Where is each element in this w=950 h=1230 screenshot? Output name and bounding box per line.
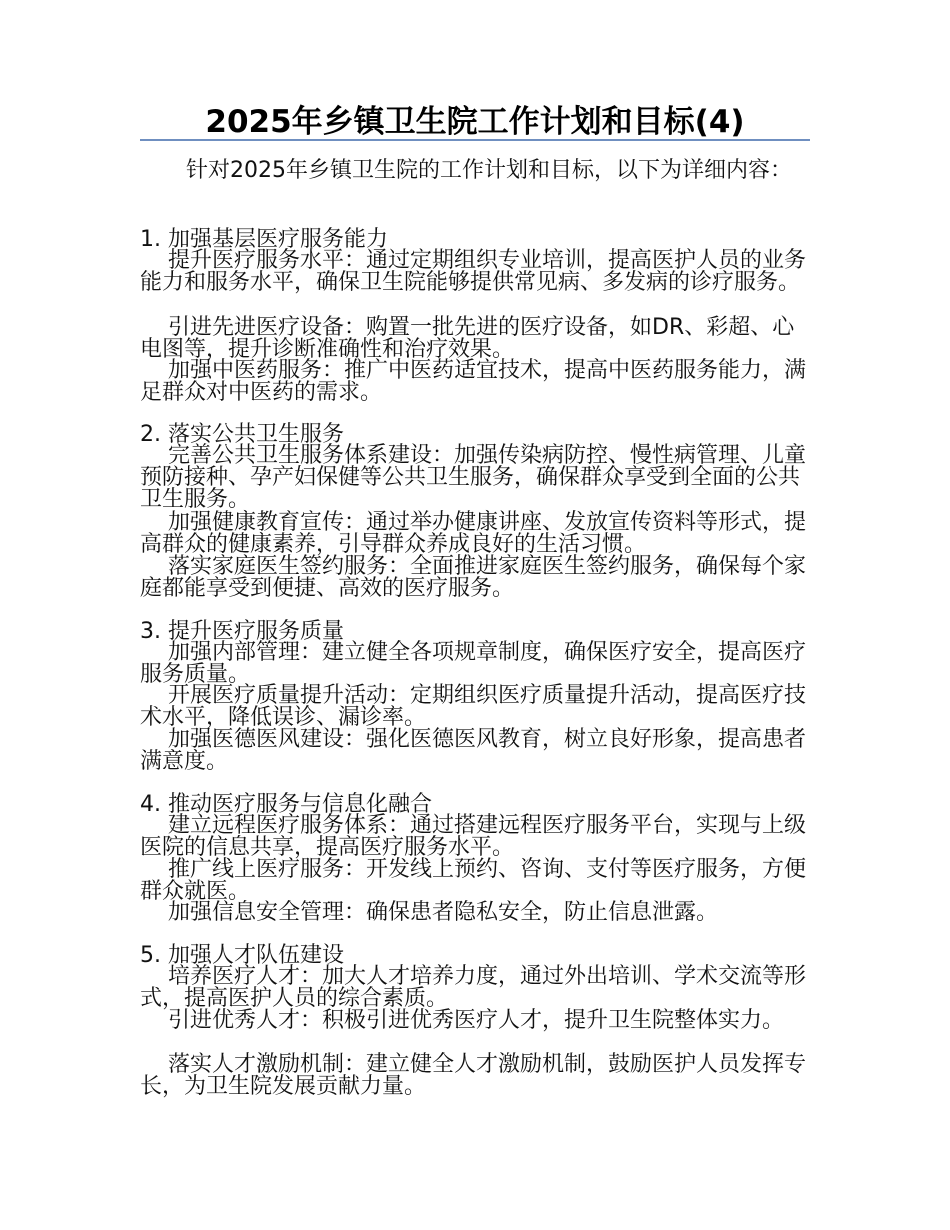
section-2-item-1: 完善公共卫生服务体系建设：加强传染病防控、慢性病管理、儿童预防接种、孕产妇保健等公共卫生服务，确保群众享受到全面的公共卫生服务。	[140, 443, 807, 512]
section-5-item-1: 培养医疗人才：加大人才培养力度，通过外出培训、学术交流等形式，提高医护人员的综合素质。	[140, 964, 807, 1011]
section-5-item-3: 落实人才激励机制：建立健全人才激励机制，鼓励医护人员发挥专长，为卫生院发展贡献力量。	[140, 1052, 807, 1099]
section-heading-3: 3. 提升医疗服务质量	[140, 619, 344, 644]
section-3-item-1: 加强内部管理：建立健全各项规章制度，确保医疗安全，提高医疗服务质量。	[140, 640, 807, 687]
section-heading-2: 2. 落实公共卫生服务	[140, 422, 344, 447]
section-5-item-2: 引进优秀人才：积极引进优秀医疗人才，提升卫生院整体实力。	[168, 1008, 785, 1033]
document-title: 2025年乡镇卫生院工作计划和目标(4)	[205, 104, 745, 140]
section-heading-4: 4. 推动医疗服务与信息化融合	[140, 792, 432, 817]
title-underline	[140, 139, 810, 141]
section-heading-5: 5. 加强人才队伍建设	[140, 943, 344, 968]
section-2-item-3: 落实家庭医生签约服务：全面推进家庭医生签约服务，确保每个家庭都能享受到便捷、高效的医疗服务。	[140, 554, 807, 601]
section-4-item-2: 推广线上医疗服务：开发线上预约、咨询、支付等医疗服务，方便群众就医。	[140, 857, 807, 904]
section-4-item-1: 建立远程医疗服务体系：通过搭建远程医疗服务平台，实现与上级医院的信息共享，提高医疗服务水平。	[140, 813, 807, 860]
section-3-item-2: 开展医疗质量提升活动：定期组织医疗质量提升活动，提高医疗技术水平，降低误诊、漏诊率。	[140, 683, 807, 730]
section-1-item-3: 加强中医药服务：推广中医药适宜技术，提高中医药服务能力，满足群众对中医药的需求。	[140, 358, 807, 405]
section-heading-1: 1. 加强基层医疗服务能力	[140, 227, 388, 252]
section-1-item-1: 提升医疗服务水平：通过定期组织专业培训，提高医护人员的业务能力和服务水平，确保卫生院能够提供常见病、多发病的诊疗服务。	[140, 248, 807, 295]
section-4-item-3: 加强信息安全管理：确保患者隐私安全，防止信息泄露。	[168, 900, 719, 925]
section-1-item-2: 引进先进医疗设备：购置一批先进的医疗设备，如DR、彩超、心电图等，提升诊断准确性和治疗效果。	[140, 315, 795, 362]
section-2-item-2: 加强健康教育宣传：通过举办健康讲座、发放宣传资料等形式，提高群众的健康素养，引导群众养成良好的生活习惯。	[140, 510, 807, 557]
section-3-item-3: 加强医德医风建设：强化医德医风教育，树立良好形象，提高患者满意度。	[140, 727, 807, 774]
intro-paragraph: 针对2025年乡镇卫生院的工作计划和目标，以下为详细内容：	[186, 158, 792, 183]
